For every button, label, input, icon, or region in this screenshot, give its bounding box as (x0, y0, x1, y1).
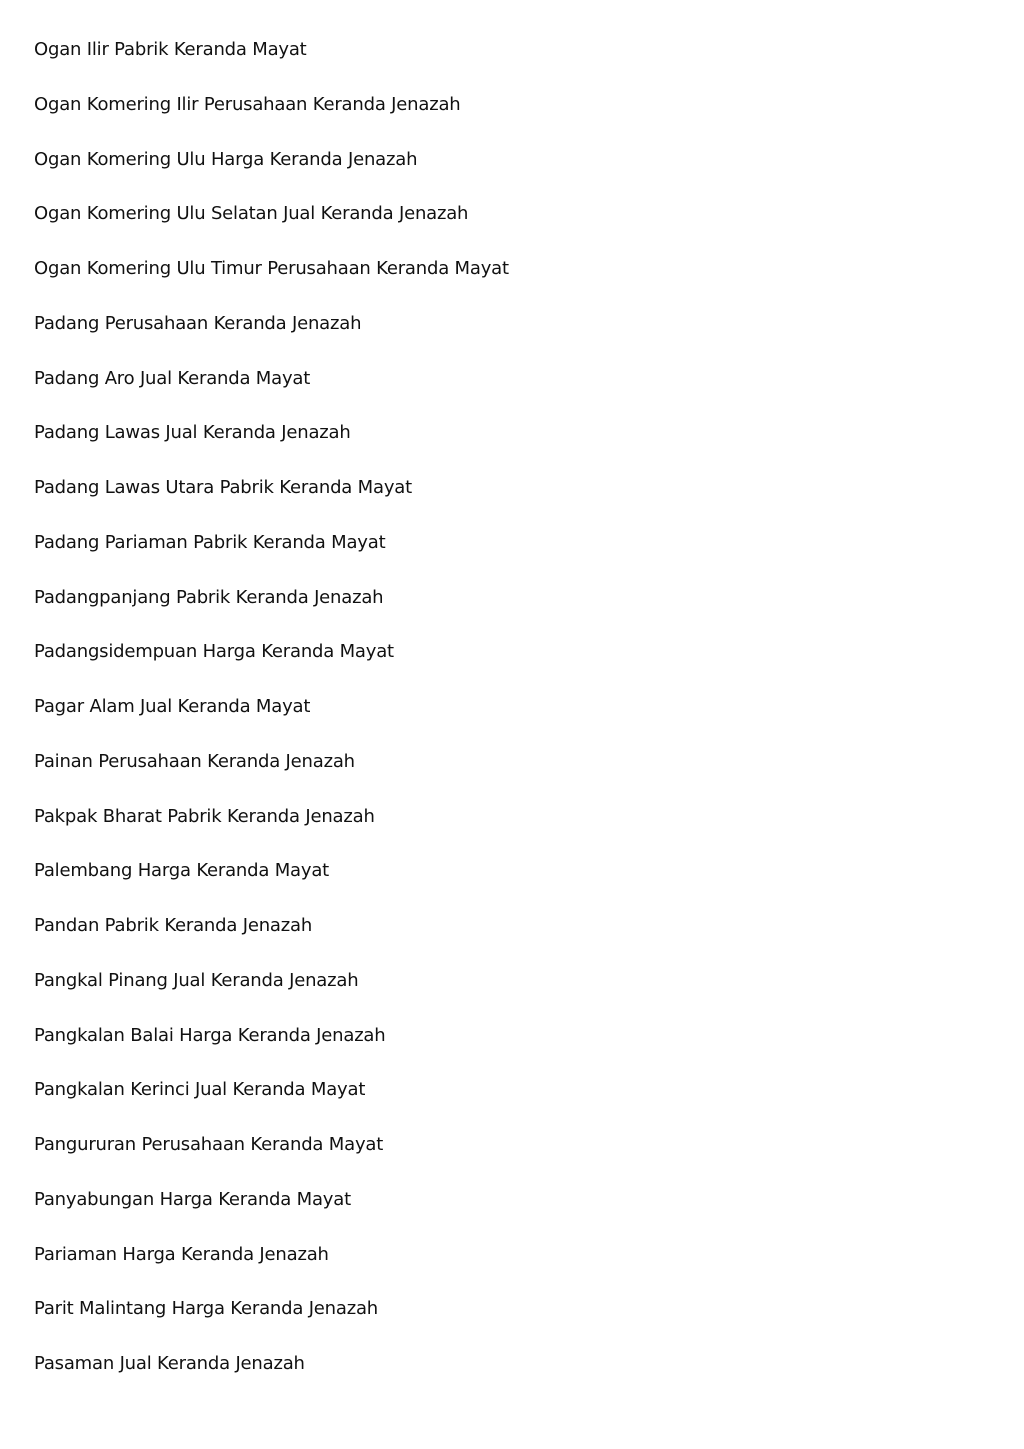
list-item: Pangkalan Balai Harga Keranda Jenazah (34, 1024, 386, 1046)
list-item: Padang Lawas Utara Pabrik Keranda Mayat (34, 477, 412, 498)
list-item: Padang Perusahaan Keranda Jenazah (34, 312, 362, 334)
list-item: Palembang Harga Keranda Mayat (34, 860, 330, 882)
list-item: Padangsidempuan Harga Keranda Mayat (34, 641, 394, 663)
list-item: Ogan Komering Ulu Selatan Jual Keranda Jenazah (34, 203, 469, 225)
list-item: Pangkal Pinang Jual Keranda Jenazah (34, 969, 359, 991)
list-item: Pandan Pabrik Keranda Jenazah (34, 915, 313, 936)
list-item: Pangkalan Kerinci Jual Keranda Mayat (34, 1079, 366, 1101)
list-item: Pakpak Bharat Pabrik Keranda Jenazah (34, 805, 375, 827)
list-item: Padang Lawas Jual Keranda Jenazah (34, 422, 351, 444)
list-item: Pasaman Jual Keranda Jenazah (34, 1353, 305, 1374)
list-item: Ogan Komering Ulu Harga Keranda Jenazah (34, 148, 418, 170)
list-item: Pangururan Perusahaan Keranda Mayat (34, 1134, 384, 1155)
list-item: Ogan Komering Ulu Timur Perusahaan Keranda Mayat (34, 258, 509, 279)
list-item: Pagar Alam Jual Keranda Mayat (34, 696, 311, 717)
list-item: Panyabungan Harga Keranda Mayat (34, 1188, 351, 1210)
list-item: Ogan Ilir Pabrik Keranda Mayat (34, 39, 307, 60)
list-item: Pariaman Harga Keranda Jenazah (34, 1243, 329, 1265)
list-item: Parit Malintang Harga Keranda Jenazah (34, 1298, 379, 1320)
list-item: Padang Aro Jual Keranda Mayat (34, 367, 311, 389)
location-list (34, 36, 509, 1405)
list-item: Painan Perusahaan Keranda Jenazah (34, 750, 355, 772)
list-item: Padang Pariaman Pabrik Keranda Mayat (34, 531, 386, 553)
list-item: Ogan Komering Ilir Perusahaan Keranda Jenazah (34, 93, 461, 115)
list-item: Padangpanjang Pabrik Keranda Jenazah (34, 586, 384, 608)
